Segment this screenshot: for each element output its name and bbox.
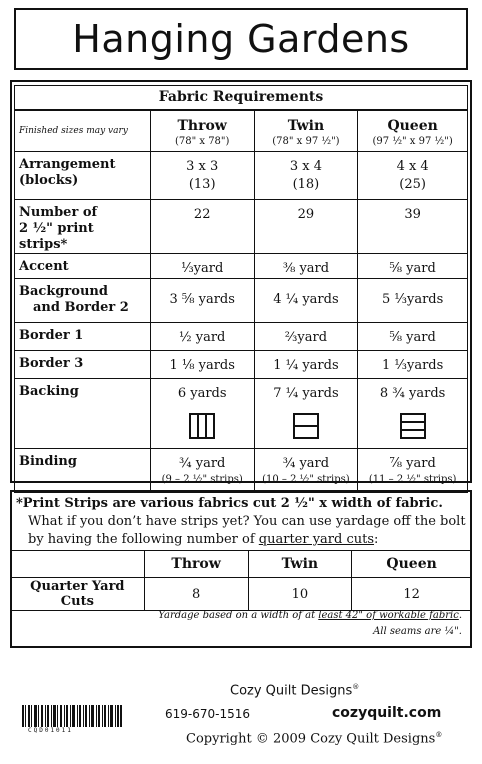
yardage-question: What if you don’t have strips yet? You can use yardage off the bolt bbox=[28, 514, 466, 529]
backing-2-panel-horizontal-diagram bbox=[293, 413, 319, 439]
border1-throw: ½ yard bbox=[150, 323, 254, 351]
qy-header-throw: Throw bbox=[144, 551, 248, 578]
background-throw: 3 ⅝ yards bbox=[150, 279, 254, 323]
print-strips-note: *Print Strips are various fabrics cut 2 ½" x width of fabric. bbox=[16, 496, 443, 511]
barcode-number: CQD01011 bbox=[28, 727, 73, 734]
strips-twin: 29 bbox=[254, 200, 358, 254]
seams-note: All seams are ¼". bbox=[373, 626, 462, 637]
row-label-arrangement: Arrangement (blocks) bbox=[15, 152, 151, 200]
background-twin: 4 ¼ yards bbox=[254, 279, 358, 323]
backing-3-panel-vertical-diagram bbox=[189, 413, 215, 439]
backing-queen: 8 ¾ yards bbox=[358, 379, 468, 449]
border3-throw: 1 ⅛ yards bbox=[150, 351, 254, 379]
yardage-note: Yardage based on a width of at least 42" of workable fabric. All seams are ¼". bbox=[158, 608, 462, 640]
size-queen: Queen (97 ½" x 97 ½") bbox=[358, 110, 468, 152]
background-queen: 5 ⅓yards bbox=[358, 279, 468, 323]
fabric-requirements-box bbox=[10, 80, 472, 483]
strips-queen: 39 bbox=[358, 200, 468, 254]
row-label-strips: Number of 2 ½" print strips* bbox=[15, 200, 151, 254]
row-label-border3: Border 3 bbox=[15, 351, 151, 379]
size-twin: Twin (78" x 97 ½") bbox=[254, 110, 358, 152]
brand-logo: Cozy Quilt Designs® bbox=[230, 683, 360, 699]
row-label-background: Background and Border 2 bbox=[15, 279, 151, 323]
arrangement-twin: 3 x 4 (18) bbox=[254, 152, 358, 200]
row-label-accent: Accent bbox=[15, 254, 151, 279]
row-label-backing: Backing bbox=[15, 379, 151, 449]
qy-queen: 12 bbox=[352, 578, 472, 611]
arrangement-queen: 4 x 4 (25) bbox=[358, 152, 468, 200]
border3-queen: 1 ⅓yards bbox=[358, 351, 468, 379]
qy-throw: 8 bbox=[144, 578, 248, 611]
accent-throw: ⅓yard bbox=[150, 254, 254, 279]
qy-header-blank bbox=[11, 551, 145, 578]
border1-queen: ⅝ yard bbox=[358, 323, 468, 351]
fabric-requirements-table bbox=[14, 85, 468, 493]
qy-twin: 10 bbox=[248, 578, 352, 611]
arrangement-throw: 3 x 3 (13) bbox=[150, 152, 254, 200]
qy-header-twin: Twin bbox=[248, 551, 352, 578]
qy-row-label: Quarter Yard Cuts bbox=[11, 578, 145, 611]
binding-queen: ⅞ yard (11 – 2 ½" strips) bbox=[358, 449, 468, 493]
accent-twin: ⅜ yard bbox=[254, 254, 358, 279]
row-label-binding: Binding bbox=[15, 449, 151, 493]
quarter-yard-table bbox=[10, 550, 472, 611]
strips-throw: 22 bbox=[150, 200, 254, 254]
qy-header-queen: Queen bbox=[352, 551, 472, 578]
size-throw: Throw (78" x 78") bbox=[150, 110, 254, 152]
border1-twin: ⅔yard bbox=[254, 323, 358, 351]
backing-twin: 7 ¼ yards bbox=[254, 379, 358, 449]
website-link[interactable]: cozyquilt.com bbox=[332, 705, 442, 721]
quarter-yard-instruction: by having the following number of quarter yard cuts: bbox=[28, 532, 379, 547]
border3-twin: 1 ¼ yards bbox=[254, 351, 358, 379]
print-strips-box bbox=[10, 490, 472, 648]
copyright-notice: Copyright © 2009 Cozy Quilt Designs® bbox=[186, 731, 443, 747]
phone-number: 619-670-1516 bbox=[165, 707, 251, 721]
backing-3-panel-horizontal-diagram bbox=[400, 413, 426, 439]
binding-throw: ¾ yard (9 – 2 ½" strips) bbox=[150, 449, 254, 493]
finished-sizes-note: Finished sizes may vary bbox=[15, 110, 151, 152]
row-label-border1: Border 1 bbox=[15, 323, 151, 351]
backing-throw: 6 yards bbox=[150, 379, 254, 449]
barcode-image bbox=[22, 705, 122, 727]
fabric-heading: Fabric Requirements bbox=[15, 86, 468, 110]
binding-twin: ¾ yard (10 – 2 ½" strips) bbox=[254, 449, 358, 493]
accent-queen: ⅝ yard bbox=[358, 254, 468, 279]
page-title: Hanging Gardens bbox=[14, 8, 468, 70]
